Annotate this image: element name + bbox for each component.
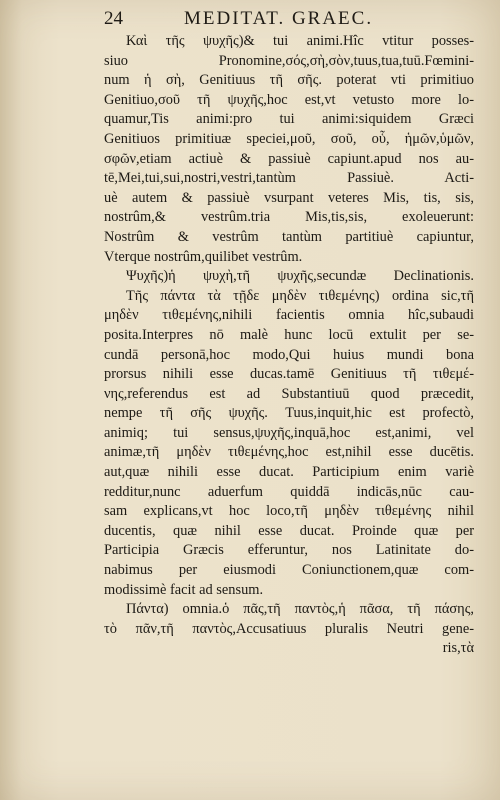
text-line: ducentis, quæ nihil esse ducat. Proinde quæ per (104, 522, 474, 539)
text-line: aut,quæ nihili esse ducat. Participium enim variè (104, 464, 474, 481)
text-line: Participia Græcis efferuntur, nos Latinitate do- (104, 542, 474, 559)
running-head: MEDITAT. GRAEC. (184, 8, 374, 29)
text-line: animæ,τῆ μηδὲν τιθεμένης,hoc est,nihil esse ducētis. (104, 444, 474, 461)
text-line: animiq; tui sensus,ψυχῆς,inquā,hoc est,animi, vel (104, 424, 474, 441)
text-line: num ἡ σὴ, Genitiuus τῆ σῆς. poterat vti primitiuo (104, 72, 474, 89)
text-line: Vterque nostrûm,quilibet vestrûm. (104, 248, 303, 265)
text-line: σφῶν,etiam actiuè & passiuè capiunt.apud nos au- (104, 150, 474, 167)
text-line: Genitiuos primitiuæ speciei,μοῦ, σοῦ, οὗ, ἡμῶν,ὑμῶν, (104, 130, 474, 147)
text-line: quamur,Tis animi:pro tui animi:siquidem Græci (104, 111, 474, 128)
text-line: ris,τὰ (442, 640, 474, 657)
text-line: Πάντα) omnia.ὁ πᾶς,τῆ παντὸς,ἡ πᾶσα, τῆ πάσης, (126, 601, 474, 618)
text-line: nabimus per eiusmodi Coniunctionem,quæ com- (104, 562, 474, 579)
text-line: siuo Pronomine,σός,σὴ,σὸν,tuus,tua,tuū.Fœmini- (104, 52, 474, 69)
text-line: sam explicans,vt hoc loco,τῆ μηδὲν τιθεμένης nihil (104, 503, 474, 520)
text-line: Τῆς πάντα τὰ τῇδε μηδὲν τιθεμένης) ordina sic,τῆ (126, 287, 474, 304)
text-line: Ψυχῆς)ἡ ψυχὴ,τῆ ψυχῆς,secundæ Declinationis. (126, 268, 474, 285)
text-line: cundā personā,hoc modo,Qui huius mundi bona (104, 346, 474, 363)
text-line: uè autem & passiuè vsurpant veteres Mis, tis, sis, (104, 189, 474, 206)
page-header (0, 6, 500, 34)
text-line: nempe τῆ σῆς ψυχῆς. Tuus,inquit,hic est profectò, (104, 405, 474, 422)
text-line: Καὶ τῆς ψυχῆς)& tui animi.Hîc vtitur posses- (126, 33, 474, 49)
text-line: posita.Interpres nō malè hunc locū extulit per se- (104, 326, 474, 343)
text-line: redditur,nunc aduerfum quiddā indicās,nūc cau- (104, 483, 474, 500)
text-line: nostrûm,& vestrûm.tria Mis,tis,sis, exoleuerunt: (104, 209, 474, 226)
text-line: Genitiuo,σοῦ τῆ ψυχῆς,hoc est,vt vetusto more lo- (104, 91, 474, 108)
text-line: τὸ πᾶν,τῆ παντὸς,Accusatiuus pluralis Neutri gene- (104, 620, 474, 637)
text-line: μηδὲν τιθεμένης,nihili facientis omnia hîc,subaudi (104, 307, 474, 324)
page-number: 24 (104, 8, 123, 29)
text-line: tē,Mei,tui,sui,nostri,vestri,tantùm Passiuè. Acti- (104, 170, 474, 187)
text-line: Nostrûm & vestrûm tantùm partitiuè capiuntur, (104, 228, 474, 245)
text-line: νης,referendus est ad Substantiuū quod præcedit, (104, 385, 474, 402)
body-text (104, 32, 474, 659)
text-line: prorsus nihili esse ducas.tamē Genitiuus τῆ τιθεμέ- (104, 366, 474, 383)
text-line: modissimè facit ad sensum. (104, 581, 264, 598)
